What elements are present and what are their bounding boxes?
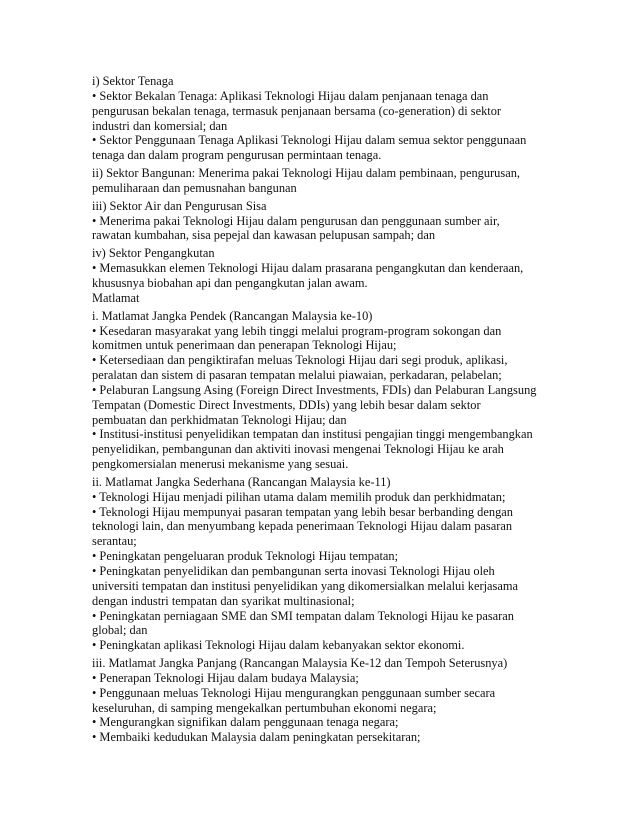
paragraph-line: pengurusan bekalan tenaga, termasuk penjanaan bersama (co-generation) di sektor	[92, 103, 502, 118]
paragraph-line: • Memasukkan elemen Teknologi Hijau dalam prasarana pengangkutan dan kenderaan,	[92, 261, 524, 276]
paragraph-line: dengan industri tempatan dan syarikat multinasional;	[92, 593, 355, 608]
paragraph-line: global; dan	[92, 623, 148, 638]
paragraph-line: Tempatan (Domestic Direct Investments, DDIs) yang lebih besar dalam sektor	[92, 397, 481, 412]
paragraph-line: • Kesedaran masyarakat yang lebih tinggi melalui program-program sokongan dan	[92, 323, 502, 338]
paragraph-line: teknologi lain, dan menyumbang kepada penerimaan Teknologi Hijau dalam pasaran	[92, 519, 513, 534]
heading-jangka-pendek: i. Matlamat Jangka Pendek (Rancangan Malaysia ke-10)	[92, 308, 373, 323]
paragraph-line: tenaga dan dalam program pengurusan permintaan tenaga.	[92, 148, 382, 163]
paragraph-line: pemuliharaan dan pemusnahan bangunan	[92, 180, 297, 195]
paragraph-line: • Ketersediaan dan pengiktirafan meluas Teknologi Hijau dari segi produk, aplikasi,	[92, 353, 508, 368]
paragraph-line: • Peningkatan pengeluaran produk Teknologi Hijau tempatan;	[92, 549, 399, 564]
heading-jangka-panjang: iii. Matlamat Jangka Panjang (Rancangan Malaysia Ke-12 dan Tempoh Seterusnya)	[92, 656, 508, 671]
paragraph-line: • Teknologi Hijau menjadi pilihan utama dalam memilih produk dan perkhidmatan;	[92, 489, 506, 504]
heading-matlamat: Matlamat	[92, 290, 140, 305]
paragraph-line: • Membaiki kedudukan Malaysia dalam peningkatan persekitaran;	[92, 730, 421, 745]
paragraph-line: peralatan dan sistem di pasaran tempatan melalui piawaian, perkadaran, pelabelan;	[92, 368, 502, 383]
paragraph-line: universiti tempatan dan institusi penyelidikan yang dikomersialkan melalui kerjasama	[92, 578, 518, 593]
section-heading-sektor-bangunan: ii) Sektor Bangunan: Menerima pakai Teknologi Hijau dalam pembinaan, pengurusan,	[92, 166, 520, 181]
paragraph-line: • Peningkatan perniagaan SME dan SMI tempatan dalam Teknologi Hijau ke pasaran	[92, 608, 515, 623]
paragraph-line: • Peningkatan aplikasi Teknologi Hijau dalam kebanyakan sektor ekonomi.	[92, 638, 465, 653]
paragraph-line: • Penggunaan meluas Teknologi Hijau mengurangkan penggunaan sumber secara	[92, 685, 496, 700]
paragraph-line: • Sektor Bekalan Tenaga: Aplikasi Teknologi Hijau dalam penjanaan tenaga dan	[92, 88, 489, 103]
paragraph-line: khususnya biobahan api dan pengangkutan jalan awam.	[92, 275, 368, 290]
paragraph-line: pembuatan dan perkhidmatan Teknologi Hijau; dan	[92, 412, 347, 427]
paragraph-line: • Mengurangkan signifikan dalam penggunaan tenaga negara;	[92, 715, 399, 730]
paragraph-line: • Sektor Penggunaan Tenaga Aplikasi Teknologi Hijau dalam semua sektor penggunaan	[92, 133, 527, 148]
paragraph-line: • Penerapan Teknologi Hijau dalam budaya Malaysia;	[92, 670, 359, 685]
paragraph-line: serantau;	[92, 534, 137, 549]
section-heading-sektor-air: iii) Sektor Air dan Pengurusan Sisa	[92, 198, 267, 213]
paragraph-line: • Menerima pakai Teknologi Hijau dalam pengurusan dan penggunaan sumber air,	[92, 213, 500, 228]
paragraph-line: penyelidikan, pembangunan dan aktiviti inovasi mengenai Teknologi Hijau ke arah	[92, 442, 504, 457]
heading-jangka-sederhana: ii. Matlamat Jangka Sederhana (Rancangan Malaysia ke-11)	[92, 474, 391, 489]
section-heading-sektor-pengangkutan: iv) Sektor Pengangkutan	[92, 246, 215, 261]
paragraph-line: komitmen untuk penerimaan dan penerapan Teknologi Hijau;	[92, 338, 397, 353]
paragraph-line: • Teknologi Hijau mempunyai pasaran tempatan yang lebih besar berbanding dengan	[92, 504, 513, 519]
document-body	[92, 74, 562, 745]
paragraph-line: • Pelaburan Langsung Asing (Foreign Direct Investments, FDIs) dan Pelaburan Langsung	[92, 382, 537, 397]
paragraph-line: pengkomersialan menerusi mekanisme yang sesuai.	[92, 457, 349, 472]
section-heading-sektor-tenaga: i) Sektor Tenaga	[92, 74, 174, 88]
paragraph-line: keseluruhan, di samping mengekalkan pertumbuhan ekonomi negara;	[92, 700, 437, 715]
paragraph-line: industri dan komersial; dan	[92, 118, 228, 133]
paragraph-line: • Peningkatan penyelidikan dan pembangunan serta inovasi Teknologi Hijau oleh	[92, 564, 495, 578]
paragraph-line: • Institusi-institusi penyelidikan tempatan dan institusi pengajian tinggi mengembangkan	[92, 427, 533, 442]
paragraph-line: rawatan kumbahan, sisa pepejal dan kawasan pelupusan sampah; dan	[92, 228, 436, 243]
